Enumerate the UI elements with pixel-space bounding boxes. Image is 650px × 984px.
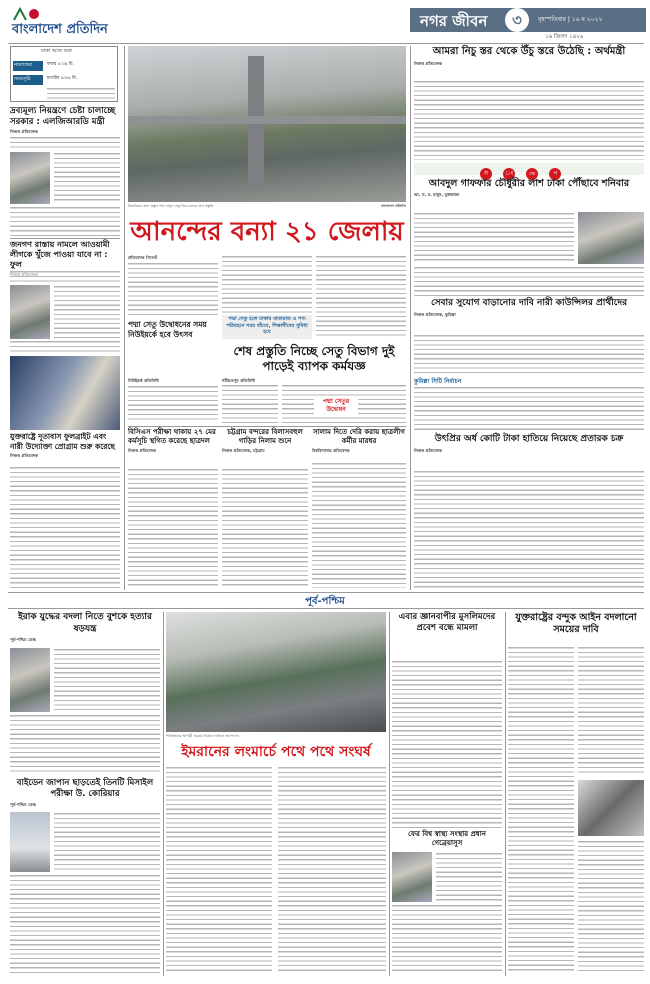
right-story-1 <box>414 46 644 68</box>
biden-story <box>10 778 160 809</box>
minister-photo <box>10 152 50 204</box>
byline: নিজস্ব প্রতিবেদক <box>414 447 443 453</box>
ctg-story <box>222 428 308 455</box>
imran-headline: ইমরানের লংমার্চে পথে পথে সংঘর্ষ <box>181 744 371 760</box>
who-story <box>392 830 502 848</box>
byline: নিজস্ব প্রতিবেদক, চট্টগ্রাম <box>222 448 265 453</box>
headline: পদ্মা সেতু উদ্বোধনের সময় নিউইয়র্কে হবে উৎসব <box>128 320 207 339</box>
who-photo <box>392 852 432 902</box>
left-story-3 <box>10 432 120 460</box>
right-story-3 <box>414 298 644 319</box>
logo <box>12 6 152 36</box>
imran-photo <box>166 612 386 732</box>
section-title: নগর জীবন <box>420 12 488 30</box>
headline: দ্রব্যমূল্য নিয়ন্ত্রণে চেষ্টা চালাচ্ছে সরকার : এলজিআরডি মন্ত্রী <box>10 106 116 127</box>
sankshep-letter: স <box>480 168 492 180</box>
byline: পূর্ব-পশ্চিম ডেস্ক <box>10 637 36 642</box>
setu-headline: শেষ প্রস্তুতি নিচ্ছে সেতু বিভাগ দুই পাড়েই ব্যাপক কর্মযজ্ঞ <box>233 344 395 373</box>
right-sub-3: কুমিল্লা সিটি নির্বাচন <box>414 378 462 385</box>
headline: আবদুল গাফফার চৌধুরীর লাশ ঢাকা পৌঁছাবে শনিবার <box>428 178 630 189</box>
flood-headline: আনন্দের বন্যা ২১ জেলায় <box>130 217 404 247</box>
flood-byline: প্রতিবেদক সিলেট <box>128 255 158 260</box>
headline: সেবার সুযোগ বাড়ানোর দাবি নারী কাউন্সিলর প্রার্থীদের <box>430 298 628 308</box>
byline: নিজস্ব প্রতিবেদক <box>414 60 443 66</box>
prayer-time-1: ফজর ৪:৩৯ মি. <box>47 62 74 67</box>
bridge-ny-box <box>128 320 218 366</box>
exam-story <box>128 428 218 455</box>
left-story-1 <box>10 106 120 136</box>
byline: নিজস্ব প্রতিবেদক <box>128 448 157 453</box>
sankshep-letters <box>480 163 580 175</box>
padma-tag: পদ্মা সেতুর উদ্বোধন <box>314 398 358 414</box>
caption-text: উদ্বোধনের জন্য প্রস্তুত পদ্মা সেতু। সেতু ঘিরে চলছে নানা প্রস্তুতি <box>128 204 214 208</box>
headline: চট্টগ্রাম বন্দরের বিলাসবহুল গাড়ির নিলাম শুনে <box>227 428 303 445</box>
bridge-photo <box>128 46 406 202</box>
prayer-box <box>10 46 118 102</box>
headline: জনগণ রাস্তায় নামলে আওয়ামী লীগকে খুঁজে পাওয়া যাবে না : ফুল <box>10 240 110 269</box>
right-story-4 <box>414 434 644 455</box>
date-top: বৃহস্পতিবার | ১৬ ম ২০২২ <box>538 16 603 23</box>
prayer-time-2: মাগরিব ৬:৪৯ মি. <box>47 76 77 81</box>
date-bottom: ১৬ জিলদ ১৪২৯ <box>545 34 584 40</box>
sankshep-letter: প <box>549 168 561 180</box>
headline: আমরা নিচু স্তর থেকে উঁচু স্তরে উঠেছি : অর্থমন্ত্রী <box>432 46 626 57</box>
prayer-name-1: নামাজের <box>13 61 43 71</box>
byline: পূর্ব-পশ্চিম ডেস্ক <box>10 802 36 807</box>
sankshep-letter: ক্ষে <box>526 168 538 180</box>
iraq-story <box>10 612 160 644</box>
prayer-name-2: সময়সূচি <box>13 75 43 85</box>
headline: যুক্তরাষ্ট্রে দূতাবাস ফুলব্রাইট এবং নারী উদ্যোক্তা প্রোগ্রাম শুরু করেছে <box>10 432 115 451</box>
sankshep-letter: ং <box>503 168 515 180</box>
salam-story <box>312 428 406 455</box>
embassy-photo <box>10 356 120 430</box>
byline: আ. স. ম. মামুন, যুক্তরাজ্য <box>414 192 460 197</box>
logo-text: বাংলাদেশ প্রতিদিন <box>12 22 108 37</box>
headline: এবার জ্ঞানবাপীর মুসলিমদের প্রবেশ বন্ধে মামলা <box>398 612 496 633</box>
bridge-ny-byline: নিউইয়র্ক প্রতিনিধি <box>128 378 159 383</box>
caption-credit: বাংলাদেশ প্রতিদিন <box>381 204 406 208</box>
gaffar-photo <box>578 212 644 264</box>
headline: বাইডেন জাপান ছাড়তেই তিনটি মিসাইল পরীক্ষা উ. কোরিয়ার <box>16 778 154 799</box>
mosque-story <box>392 612 502 634</box>
headline: ইরাক যুদ্ধের বদলা নিতে বুশকে হত্যার ষড়যন্ত্র <box>18 612 152 634</box>
setu-byline: শরীয়তপুর প্রতিনিধি <box>222 378 255 383</box>
headline: যুক্তরাষ্ট্রের বন্দুক আইন বদলানো সময়ের দাবি <box>515 612 637 635</box>
imran-caption: পাকিস্তানের আগামী সরকার নির্বাচন দাবিতে আন্দোলন <box>166 734 239 738</box>
byline: নিজস্ব প্রতিবেদক <box>10 453 39 458</box>
leader-photo <box>10 285 50 339</box>
missile-photo <box>10 812 50 872</box>
headline: উৎপ্রির অর্ধ কোটি টাকা হাতিয়ে নিয়েছে প্রতারক চক্র <box>434 434 624 444</box>
headline: বিসিএস পরীক্ষা থাকায় ২৭ মের কর্মসূচি স্থগিত করেছে ছাত্রদল <box>128 428 216 445</box>
sub-headline: পদ্মা সেতু হলে ঢাকায় যাতায়াত ও পণ্য পরিবহনে সময় বাঁচবে, শিক্ষাথীদের সুবিধা হবে <box>226 316 308 335</box>
right-story-2 <box>414 178 644 199</box>
photo-caption <box>128 204 406 210</box>
masthead <box>0 0 650 44</box>
purbo-poschim-title: পূর্ব-পশ্চিম <box>305 596 345 607</box>
prayer-title: ঢাকা আজ শুরু <box>41 48 72 54</box>
us-gun-story <box>508 612 644 636</box>
page-number: ৩ <box>505 8 529 32</box>
byline: নিজস্ব প্রতিবেদক, কুমিল্লা <box>414 311 456 317</box>
headline: ফের বিশ্ব স্বাস্থ্য সংস্থার প্রধান গেব্রেয়াসুস <box>408 830 486 847</box>
bush-photo <box>10 648 50 712</box>
gun-photo <box>578 780 644 836</box>
headline: সালাম দিতে দেরি করায় ছাত্রলীগ কর্মীর মারধর <box>313 428 405 445</box>
byline: নিজস্ব প্রতিবেদক <box>10 129 39 134</box>
byline: বিশ্ববিদ্যালয় প্রতিবেদক <box>312 448 350 453</box>
